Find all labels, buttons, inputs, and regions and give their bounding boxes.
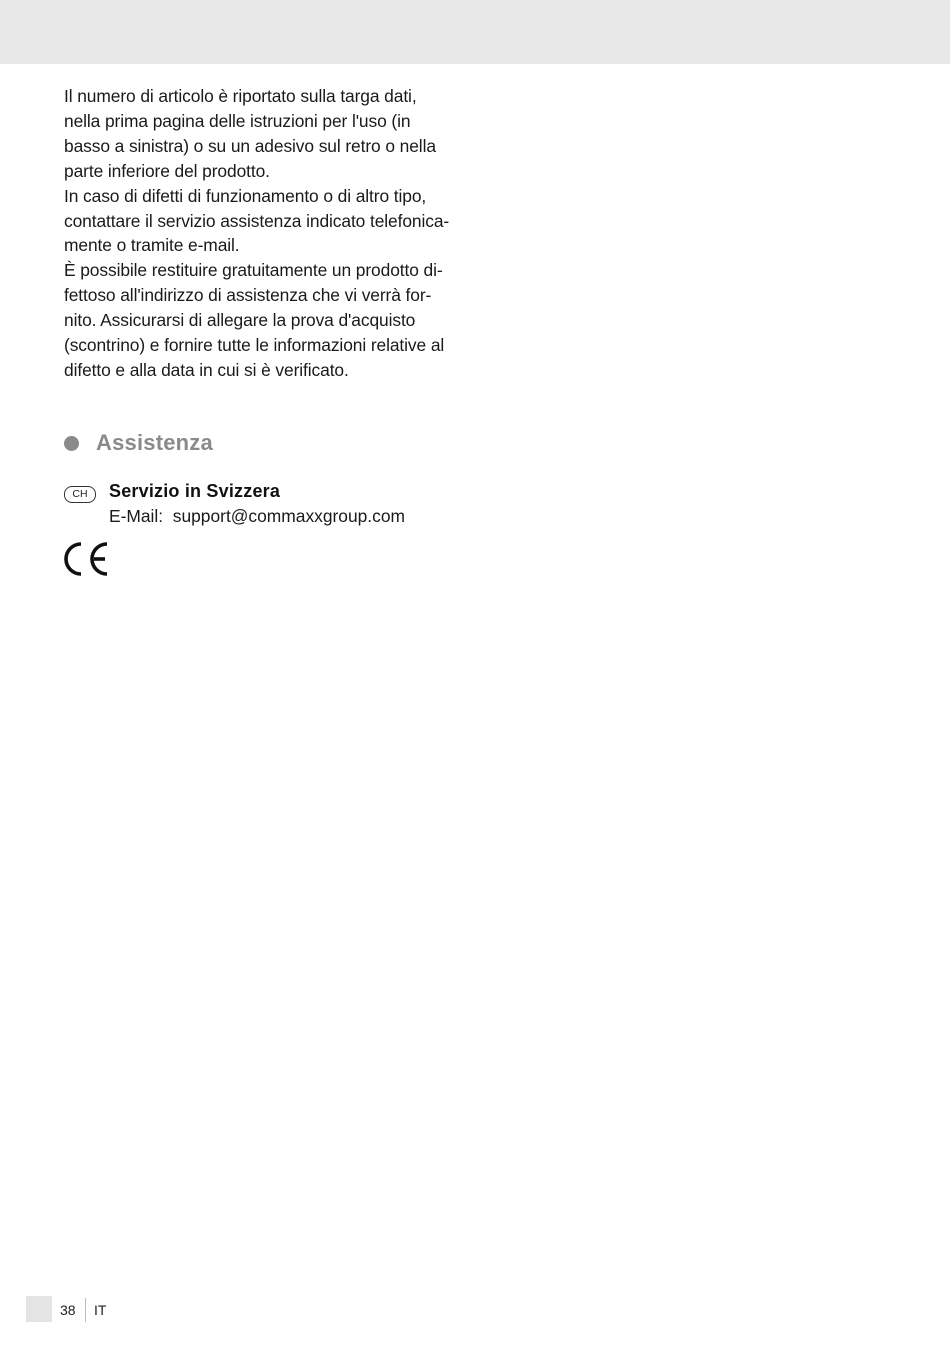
body-line: mente o tramite e-mail. <box>64 235 240 256</box>
body-line: fettoso all'indirizzo di assistenza che vi verrà for- <box>64 285 432 306</box>
circle-bullet-icon <box>64 436 79 451</box>
ce-mark-icon <box>62 541 110 577</box>
body-line: contattare il servizio assistenza indicato telefonica- <box>64 210 450 231</box>
country-code-badge: CH <box>64 486 96 503</box>
language-code: IT <box>94 1302 107 1318</box>
footer-divider <box>85 1298 86 1322</box>
body-line: In caso di difetti di funzionamento o di altro tipo, <box>64 185 427 206</box>
body-line: basso a sinistra) o su un adesivo sul retro o nella <box>64 135 436 156</box>
body-line: È possibile restituire gratuitamente un prodotto di- <box>64 260 443 281</box>
body-line: Il numero di articolo è riportato sulla targa dati, <box>64 86 417 106</box>
service-email: E-Mail: support@commaxxgroup.com <box>109 506 405 526</box>
body-line: difetto e alla data in cui si è verificato. <box>64 359 349 380</box>
body-line: nito. Assicurarsi di allegare la prova d'acquisto <box>64 310 416 331</box>
footer-marker <box>26 1296 52 1322</box>
section-title: Assistenza <box>96 430 213 455</box>
section-heading <box>64 428 213 458</box>
body-line: nella prima pagina delle istruzioni per l'uso (in <box>64 110 411 131</box>
body-line: (scontrino) e fornire tutte le informazioni relative al <box>64 335 445 356</box>
page-number: 38 <box>60 1302 76 1318</box>
body-paragraph <box>64 84 464 383</box>
body-line: parte inferiore del prodotto. <box>64 160 270 181</box>
service-title: Servizio in Svizzera <box>109 481 281 501</box>
header-band <box>0 0 950 64</box>
